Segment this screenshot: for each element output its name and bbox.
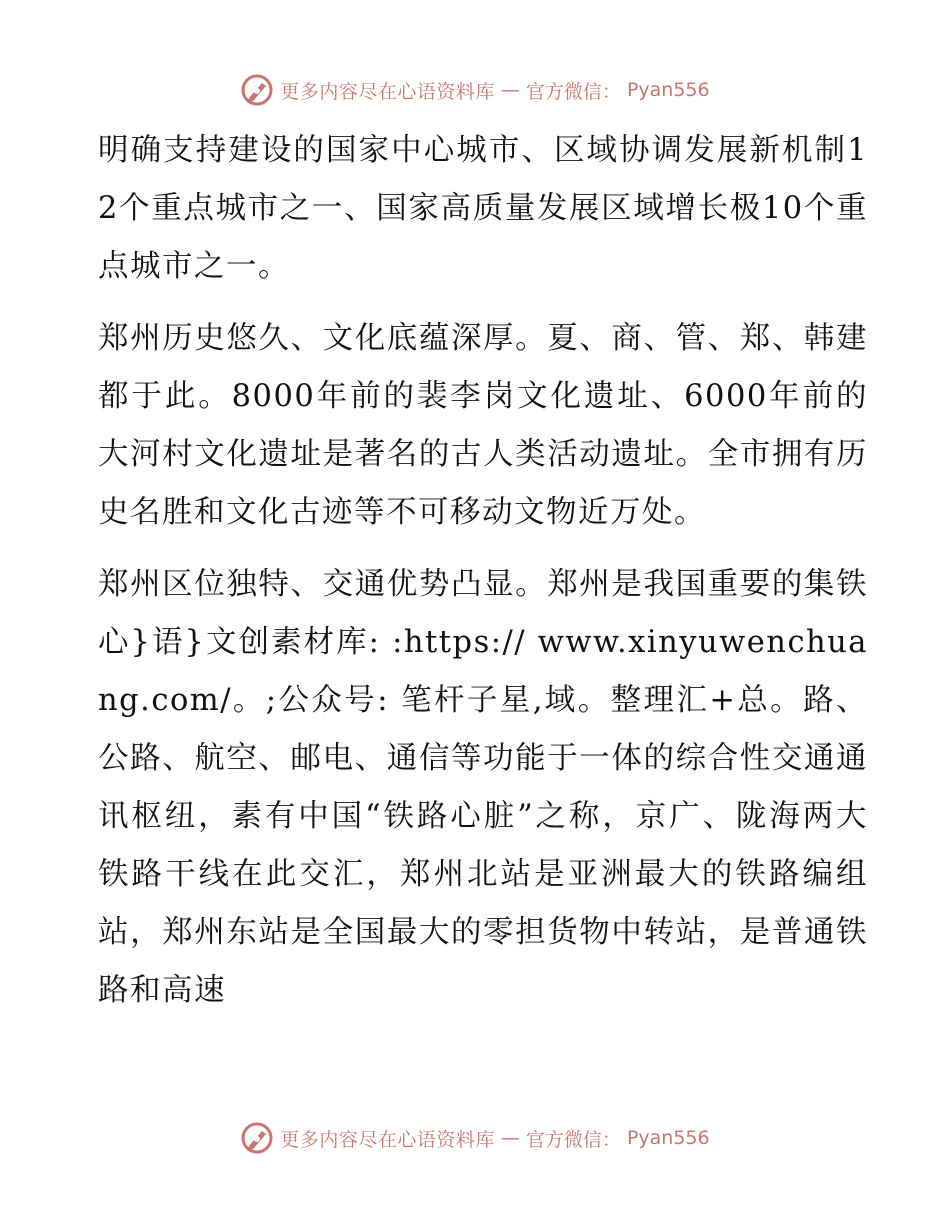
paragraph-3: 郑州区位独特、交通优势凸显。郑州是我国重要的集铁心}语}文创素材库: :https:// www.xinyuwenchuang.com/。;公众号: 笔杆子星,域。整理汇+总。路、公路、航空、邮电、通信等功能于一体的综合性交通通讯枢纽，素有中国“铁路心脏”之称，京广、陇海两大铁路干线在此交汇，郑州北站是亚洲最大的铁路编组站，郑州东站是全国最大的零担货物中转站，是普通铁路和高速	[98, 567, 868, 1008]
header-banner	[0, 70, 950, 110]
pen-circle-logo-icon	[240, 73, 274, 107]
banner-wechat-handle: Pyan556	[626, 79, 710, 101]
paragraph-1: 明确支持建设的国家中心城市、区域协调发展新机制12个重点城市之一、国家高质量发展区域增长极10个重点城市之一。	[98, 133, 868, 284]
banner-wechat-label: 官方微信：	[525, 80, 621, 103]
banner-wechat-handle: Pyan556	[626, 1127, 710, 1149]
document-body	[98, 122, 868, 1020]
paragraph-2: 郑州历史悠久、文化底蕴深厚。夏、商、管、郑、韩建都于此。8000年前的裴李岗文化遗址、6000年前的大河村文化遗址是著名的古人类活动遗址。全市拥有历史名胜和文化古迹等不可移动文物近万处。	[98, 321, 868, 530]
banner-wechat-label: 官方微信：	[525, 1128, 621, 1151]
pen-circle-logo-icon	[240, 1121, 274, 1155]
banner-text: 更多内容尽在心语资料库	[280, 1128, 495, 1151]
banner-separator: —	[500, 1127, 520, 1149]
banner-separator: —	[500, 79, 520, 101]
banner-text: 更多内容尽在心语资料库	[280, 80, 495, 103]
footer-banner	[0, 1118, 950, 1158]
